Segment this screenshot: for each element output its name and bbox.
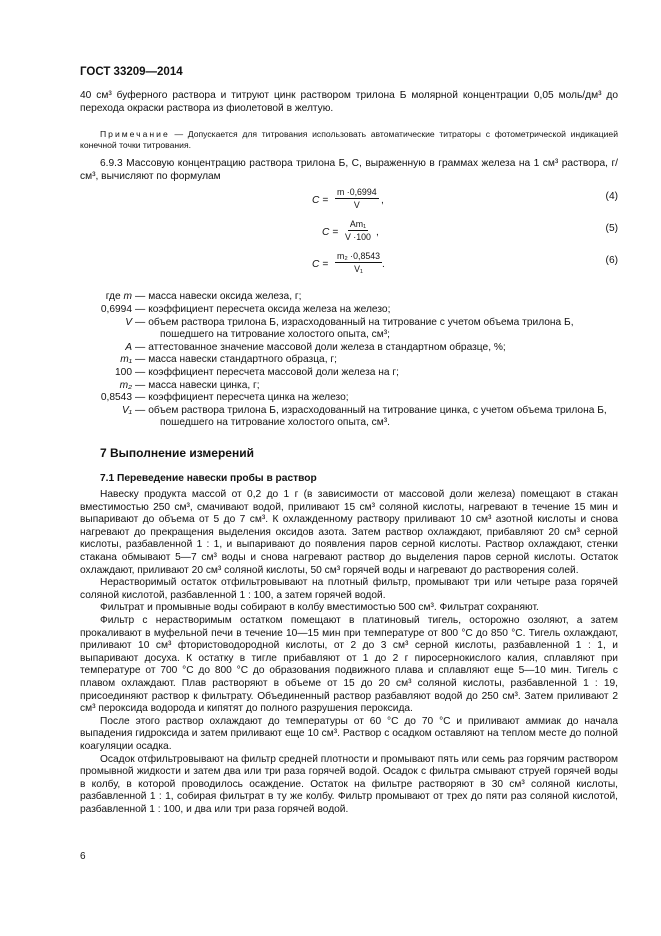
definition-continuation: пошедшего на титрование холостого опыта, см³; xyxy=(160,329,390,341)
formula-tail: , xyxy=(376,227,379,239)
definition-symbol xyxy=(80,291,132,304)
document-header: ГОСТ 33209—2014 xyxy=(80,66,183,78)
definition-item: 0,8543 — коэффициент пересчета цинка на железо; xyxy=(80,392,618,405)
paragraph: Фильтрат и промывные воды собирают в колбу вместимостью 500 см³. Фильтрат сохраняют. xyxy=(100,602,539,614)
formula-numerator: m ·0,6994 xyxy=(337,187,377,198)
paragraph: Навеску продукта массой от 0,2 до 1 г (в зависимости от массовой доли железа) помещают в стакан вместимостью 250 см³, смачивают водой, приливают 15 см³ соляной кислоты, нагревают в течение 15 мин и выпаривают до объема от 5 до 7 см³. К охлажденному раствору приливают 10 см³ азотной кислоты и снова нагревают до прекращения выделения оксидов азота. Затем раствор охлаждают, прибавляют 20 см³ серной кислоты, разбавленной 1 : 1, и выпаривают до появления паров серной кислоты. Раствор охлаждают, стенки стакана обмывают 5—7 см³ воды и снова нагревают раствор до выделения паров серной кислоты. Остаток охлаждают, приливают 20 см³ соляной кислоты, 50 см³ горячей воды и нагревают до растворения солей. xyxy=(80,489,618,576)
subsection-heading-7-1: 7.1 Переведение навески пробы в раствор xyxy=(100,472,317,484)
definition-symbol: 100 xyxy=(115,366,132,378)
paragraph: Фильтр с нерастворимым остатком помещают в платиновый тигель, осторожно озоляют, а затем прокаливают в муфельной печи в течение 10—15 мин при температуре от 800 °С до 850 °С. Тигель охлаждают, приливают 10 см³ фтористоводородной кислоты, от 2 до 3 см³ серной кислоты, разбавленной 1 : 1, и выпаривают досуха. К остатку в тигле прибавляют от 1 до 2 г пиросернокислого калия, сплавляют при температуре от 700 °С до 800 °С до образования подвижного плава и сплавляют еще 5—10 мин. Тигель с плавом охлаждают. Плав растворяют в объеме от 15 до 20 см³ соляной кислоты, разбавленной 1 : 19, присоединяют раствор к фильтрату. Объединенный раствор разбавляют водой до 250 см³. Затем приливают 2 см³ пероксида водорода и кипятят до полного разрушения пероксида. xyxy=(80,615,618,715)
definition-item: где m — масса навески оксида железа, г; xyxy=(80,291,618,304)
definition-item: A — аттестованное значение массовой доли железа в стандартном образце, %; xyxy=(80,342,618,355)
definition-text: масса навески стандартного образца, г; xyxy=(148,354,337,366)
formula-numerator: Am₁ xyxy=(349,219,367,230)
definition-symbol: V₁ xyxy=(121,404,132,416)
section-heading-7: 7 Выполнение измерений xyxy=(100,445,254,460)
definition-symbol: A xyxy=(125,341,132,353)
formula-tail: , xyxy=(381,195,384,207)
definition-text: коэффициент пересчета оксида железа на железо; xyxy=(148,303,391,315)
definition-text: объем раствора трилона Б, израсходованный на титрование с учетом объема трилона Б, xyxy=(148,316,574,328)
formula-5 xyxy=(80,219,618,247)
note xyxy=(80,129,618,151)
formula-lhs: C = xyxy=(322,227,339,239)
paragraph-top: 40 см³ буферного раствора и титруют цинк раствором трилона Б молярной концентрации 0,05 моль/дм³ до перехода окраски раствора из фиолетовой в желтую. xyxy=(80,90,618,114)
formula-denominator: V xyxy=(353,200,360,211)
paragraph-6-9-3: 6.9.3 Массовую концентрацию раствора трилона Б, C, выраженную в граммах железа на 1 см³ раствора, г/см³, вычисляют по формулам xyxy=(80,158,618,182)
definition-symbol: m₁ xyxy=(120,354,132,366)
definition-text: коэффициент пересчета массовой доли железа на г; xyxy=(148,366,399,378)
definition-text: масса навески цинка, г; xyxy=(148,379,260,391)
definition-symbol: 0,8543 xyxy=(100,392,132,404)
paragraph: Осадок отфильтровывают на фильтр средней плотности и промывают пять или семь раз горячим раствором промывной жидкости и затем два или три раза горячей водой. Осадок с фильтра смывают струей горячей воды в колбу, в которой проводилось осаждение. Остаток на фильтре растворяют в 30 см³ соляной кислоты, разбавленной 1 : 1, собирая фильтрат в ту же колбу. Фильтр промывают от трех до пяти раз соляной кислотой, разбавленной 1 : 100, и два или три раза горячей водой. xyxy=(80,753,618,815)
definition-item: V — объем раствора трилона Б, израсходованный на титрование с учетом объема трилона Б, xyxy=(80,317,618,330)
definition-text: объем раствора трилона Б, израсходованный на титрование цинка, с учетом объема трилона Б, xyxy=(148,404,607,416)
definition-symbol-text: m xyxy=(123,291,132,303)
definition-symbol: m₂ xyxy=(119,379,132,391)
formula-lhs: C = xyxy=(312,195,329,207)
formula-lhs: C = xyxy=(312,259,329,271)
formula-denominator: V₁ xyxy=(354,264,363,275)
definition-item: 100 — коэффициент пересчета массовой доли железа на г; xyxy=(80,367,618,380)
where-word: где xyxy=(105,291,121,303)
definition-continuation: пошедшего на титрование холостого опыта, см³. xyxy=(160,417,390,429)
formula-numerator: m₂ ·0,8543 xyxy=(337,251,381,262)
page-number: 6 xyxy=(80,851,86,862)
formula-number: (4) xyxy=(605,191,618,203)
definition-symbol: 0,6994 xyxy=(100,303,132,315)
definition-text: коэффициент пересчета цинка на железо; xyxy=(148,392,349,404)
definition-text: масса навески оксида железа, г; xyxy=(148,291,302,303)
document-body xyxy=(80,90,618,817)
paragraph: Нерастворимый остаток отфильтровывают на плотный фильтр, промывают три или четыре раза горячей соляной кислотой, разбавленной 1 : 100, а затем горячей водой. xyxy=(80,577,618,601)
paragraph: После этого раствор охлаждают до температуры от 60 °С до 70 °С и приливают аммиак до начала выпадения гидроксида и затем приливают еще 10 см³. Раствор с осадком оставляют на теплом месте до полной коагуляции осадка. xyxy=(80,715,618,752)
definition-item: m₂ — масса навески цинка, г; xyxy=(80,380,618,393)
formula-denominator: V ·100 xyxy=(345,232,371,243)
formula-tail: . xyxy=(382,259,385,271)
definition-item: m₁ — масса навески стандартного образца, г; xyxy=(80,354,618,367)
formula-fraction xyxy=(335,251,382,274)
definition-symbol: V xyxy=(125,316,132,328)
note-text: — Допускается для титрования использовать автоматические титраторы с фотометрической индикацией конечной точки титрования. xyxy=(80,129,618,151)
definition-text: аттестованное значение массовой доли железа в стандартном образце, %; xyxy=(148,341,506,353)
formula-fraction xyxy=(345,219,371,242)
formula-fraction xyxy=(335,187,379,210)
definitions-list xyxy=(80,291,618,430)
formula-number: (5) xyxy=(605,223,618,235)
note-label: Примечание xyxy=(100,129,170,140)
formula-number: (6) xyxy=(605,255,618,267)
definition-item: 0,6994 — коэффициент пересчета оксида железа на железо; xyxy=(80,304,618,317)
formula-4 xyxy=(80,187,618,215)
definition-item: V₁ — объем раствора трилона Б, израсходованный на титрование цинка, с учетом объема трилона Б, xyxy=(80,405,618,418)
formula-6 xyxy=(80,251,618,279)
